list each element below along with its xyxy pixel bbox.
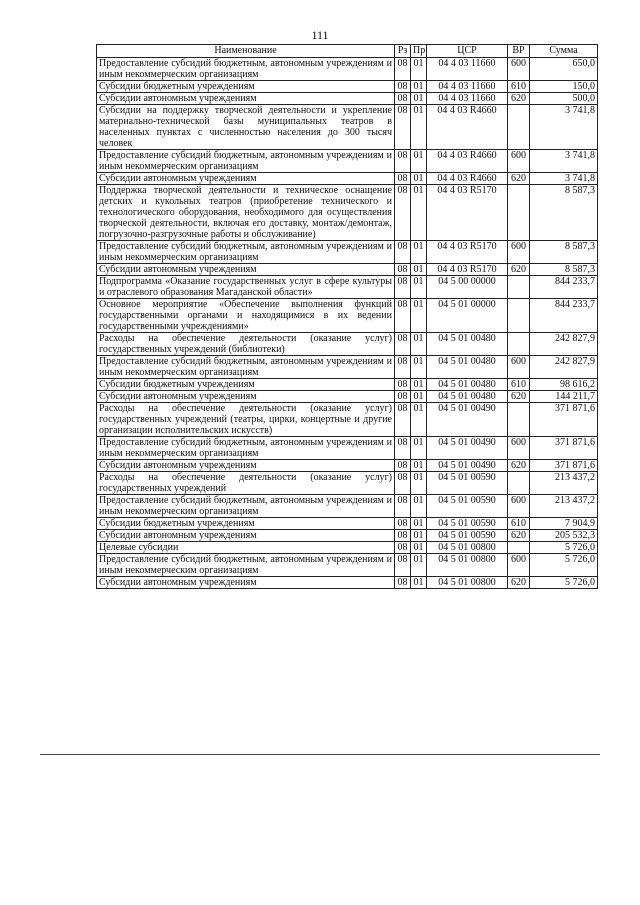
row-csr-cell: 04 5 01 00490 [427,437,508,460]
row-sum-cell: 242 827,9 [530,333,598,356]
column-header-vr: ВР [508,45,530,58]
row-name-cell: Субсидии автономным учреждениям [97,391,395,403]
row-pr-cell: 01 [411,460,427,472]
table-row [97,356,598,379]
row-pr-cell: 01 [411,379,427,391]
row-name-cell: Предоставление субсидий бюджетным, автономным учреждениям и иным некоммерческим организациям [97,150,395,173]
row-rz-cell: 08 [395,105,411,150]
row-pr-cell: 01 [411,472,427,495]
row-sum-cell: 844 233,7 [530,276,598,299]
table-row [97,530,598,542]
row-pr-cell: 01 [411,518,427,530]
row-sum-cell: 98 616,2 [530,379,598,391]
row-sum-cell: 3 741,8 [530,150,598,173]
row-pr-cell: 01 [411,554,427,577]
row-name-cell: Расходы на обеспечение деятельности (оказание услуг) государственных учреждений (театры, цирки, концертные и другие организации исполнительских искусств) [97,403,395,437]
row-sum-cell: 5 726,0 [530,554,598,577]
row-csr-cell: 04 5 01 00800 [427,577,508,589]
row-sum-cell: 8 587,3 [530,264,598,276]
row-name-cell: Субсидии автономным учреждениям [97,173,395,185]
row-name-cell: Субсидии автономным учреждениям [97,460,395,472]
row-name-cell: Целевые субсидии [97,542,395,554]
row-rz-cell: 08 [395,518,411,530]
column-header-name: Наименование [97,45,395,58]
row-pr-cell: 01 [411,150,427,173]
row-pr-cell: 01 [411,333,427,356]
row-pr-cell: 01 [411,58,427,81]
row-name-cell: Субсидии автономным учреждениям [97,577,395,589]
row-pr-cell: 01 [411,105,427,150]
row-rz-cell: 08 [395,460,411,472]
table-row [97,403,598,437]
row-pr-cell: 01 [411,93,427,105]
row-vr-cell: 610 [508,518,530,530]
row-rz-cell: 08 [395,299,411,333]
row-name-cell: Субсидии автономным учреждениям [97,530,395,542]
row-pr-cell: 01 [411,577,427,589]
row-name-cell: Подпрограмма «Оказание государственных услуг в сфере культуры и отраслевого образования Магаданской области» [97,276,395,299]
row-name-cell: Предоставление субсидий бюджетным, автономным учреждениям и иным некоммерческим организациям [97,495,395,518]
table-row [97,150,598,173]
row-csr-cell: 04 5 01 00590 [427,472,508,495]
table-row [97,495,598,518]
row-name-cell: Субсидии автономным учреждениям [97,93,395,105]
row-csr-cell: 04 4 03 R4660 [427,173,508,185]
row-sum-cell: 844 233,7 [530,299,598,333]
column-header-rz: Рз [395,45,411,58]
table-row [97,437,598,460]
row-name-cell: Расходы на обеспечение деятельности (оказание услуг) государственных учреждений (библиотеки) [97,333,395,356]
row-rz-cell: 08 [395,150,411,173]
column-header-sum: Сумма [530,45,598,58]
row-vr-cell: 620 [508,577,530,589]
row-rz-cell: 08 [395,81,411,93]
row-vr-cell: 620 [508,264,530,276]
row-rz-cell: 08 [395,333,411,356]
table-row [97,379,598,391]
row-name-cell: Расходы на обеспечение деятельности (оказание услуг) государственных учреждений [97,472,395,495]
row-pr-cell: 01 [411,391,427,403]
row-csr-cell: 04 4 03 11660 [427,81,508,93]
table-row [97,93,598,105]
row-csr-cell: 04 4 03 R4660 [427,150,508,173]
row-vr-cell [508,403,530,437]
row-vr-cell: 610 [508,81,530,93]
row-rz-cell: 08 [395,403,411,437]
row-rz-cell: 08 [395,472,411,495]
row-sum-cell: 650,0 [530,58,598,81]
row-rz-cell: 08 [395,391,411,403]
table-row [97,81,598,93]
row-rz-cell: 08 [395,356,411,379]
row-pr-cell: 01 [411,81,427,93]
column-header-csr: ЦСР [427,45,508,58]
row-csr-cell: 04 4 03 R5170 [427,185,508,241]
row-rz-cell: 08 [395,554,411,577]
table-row [97,276,598,299]
row-sum-cell: 3 741,8 [530,173,598,185]
row-name-cell: Основное мероприятие «Обеспечение выполнения функций государственными органами и находящимися в их ведении государственными учреждениями» [97,299,395,333]
row-csr-cell: 04 5 01 00800 [427,542,508,554]
row-rz-cell: 08 [395,379,411,391]
table-row [97,264,598,276]
row-vr-cell: 610 [508,379,530,391]
table-row [97,58,598,81]
row-rz-cell: 08 [395,185,411,241]
row-rz-cell: 08 [395,276,411,299]
table-row [97,518,598,530]
row-rz-cell: 08 [395,530,411,542]
row-csr-cell: 04 5 01 00800 [427,554,508,577]
row-csr-cell: 04 5 01 00480 [427,391,508,403]
page-number: 111 [311,28,329,42]
row-name-cell: Субсидии бюджетным учреждениям [97,518,395,530]
row-rz-cell: 08 [395,93,411,105]
row-vr-cell [508,299,530,333]
row-vr-cell: 620 [508,460,530,472]
row-vr-cell [508,333,530,356]
row-sum-cell: 7 904,9 [530,518,598,530]
row-csr-cell: 04 5 01 00480 [427,379,508,391]
row-vr-cell [508,185,530,241]
row-csr-cell: 04 5 00 00000 [427,276,508,299]
table-row [97,542,598,554]
row-csr-cell: 04 5 01 00480 [427,333,508,356]
row-sum-cell: 144 211,7 [530,391,598,403]
row-rz-cell: 08 [395,264,411,276]
row-csr-cell: 04 4 03 11660 [427,93,508,105]
row-pr-cell: 01 [411,264,427,276]
row-pr-cell: 01 [411,356,427,379]
table-row [97,472,598,495]
table-row [97,241,598,264]
row-name-cell: Субсидии бюджетным учреждениям [97,81,395,93]
table-row [97,299,598,333]
table-row [97,185,598,241]
row-rz-cell: 08 [395,495,411,518]
row-pr-cell: 01 [411,495,427,518]
row-sum-cell: 213 437,2 [530,472,598,495]
row-sum-cell: 371 871,6 [530,437,598,460]
row-sum-cell: 205 532,3 [530,530,598,542]
row-sum-cell: 150,0 [530,81,598,93]
row-vr-cell [508,105,530,150]
row-pr-cell: 01 [411,185,427,241]
row-vr-cell: 600 [508,356,530,379]
row-csr-cell: 04 5 01 00490 [427,460,508,472]
row-name-cell: Субсидии на поддержку творческой деятельности и укрепление материально-технической базы муниципальных театров в населенных пунктах с численностью населения до 300 тысяч человек [97,105,395,150]
row-csr-cell: 04 5 01 00490 [427,403,508,437]
row-pr-cell: 01 [411,403,427,437]
row-csr-cell: 04 5 01 00590 [427,518,508,530]
row-name-cell: Предоставление субсидий бюджетным, автономным учреждениям и иным некоммерческим организациям [97,437,395,460]
table-row [97,333,598,356]
row-sum-cell: 5 726,0 [530,577,598,589]
row-rz-cell: 08 [395,542,411,554]
row-sum-cell: 3 741,8 [530,105,598,150]
column-header-pr: Пр [411,45,427,58]
row-vr-cell [508,276,530,299]
row-vr-cell: 600 [508,241,530,264]
row-csr-cell: 04 5 01 00480 [427,356,508,379]
row-vr-cell [508,472,530,495]
row-csr-cell: 04 4 03 R5170 [427,264,508,276]
table-row [97,105,598,150]
row-pr-cell: 01 [411,437,427,460]
row-name-cell: Субсидии автономным учреждениям [97,264,395,276]
footer-divider [40,754,600,755]
row-name-cell: Предоставление субсидий бюджетным, автономным учреждениям и иным некоммерческим организациям [97,58,395,81]
budget-table [96,44,598,589]
row-csr-cell: 04 4 03 11660 [427,58,508,81]
row-sum-cell: 371 871,6 [530,460,598,472]
row-name-cell: Предоставление субсидий бюджетным, автономным учреждениям и иным некоммерческим организациям [97,554,395,577]
row-sum-cell: 371 871,6 [530,403,598,437]
row-csr-cell: 04 4 03 R4660 [427,105,508,150]
row-vr-cell: 620 [508,391,530,403]
row-vr-cell: 600 [508,150,530,173]
row-vr-cell: 600 [508,58,530,81]
row-sum-cell: 500,0 [530,93,598,105]
row-csr-cell: 04 4 03 R5170 [427,241,508,264]
row-sum-cell: 8 587,3 [530,185,598,241]
row-vr-cell: 600 [508,437,530,460]
row-sum-cell: 8 587,3 [530,241,598,264]
table-header-row [97,45,598,58]
row-vr-cell: 620 [508,530,530,542]
row-csr-cell: 04 5 01 00000 [427,299,508,333]
row-csr-cell: 04 5 01 00590 [427,530,508,542]
row-pr-cell: 01 [411,542,427,554]
row-name-cell: Предоставление субсидий бюджетным, автономным учреждениям и иным некоммерческим организациям [97,356,395,379]
table-body [97,58,598,589]
row-sum-cell: 242 827,9 [530,356,598,379]
row-sum-cell: 213 437,2 [530,495,598,518]
row-name-cell: Предоставление субсидий бюджетным, автономным учреждениям и иным некоммерческим организациям [97,241,395,264]
table-row [97,391,598,403]
row-pr-cell: 01 [411,173,427,185]
row-pr-cell: 01 [411,276,427,299]
row-pr-cell: 01 [411,299,427,333]
row-vr-cell: 600 [508,554,530,577]
table-row [97,460,598,472]
row-sum-cell: 5 726,0 [530,542,598,554]
row-rz-cell: 08 [395,58,411,81]
row-rz-cell: 08 [395,173,411,185]
row-pr-cell: 01 [411,241,427,264]
row-vr-cell [508,542,530,554]
table-row [97,554,598,577]
table-row [97,577,598,589]
row-rz-cell: 08 [395,577,411,589]
row-vr-cell: 620 [508,173,530,185]
row-vr-cell: 620 [508,93,530,105]
row-pr-cell: 01 [411,530,427,542]
row-name-cell: Поддержка творческой деятельности и техническое оснащение детских и кукольных театров (приобретение технического и технологического оборудования, необходимого для осуществления творческой деятельности, включая его доставку, монтаж/демонтаж, погрузочно-разгрузочные работы и обслуживание) [97,185,395,241]
row-rz-cell: 08 [395,241,411,264]
row-vr-cell: 600 [508,495,530,518]
row-csr-cell: 04 5 01 00590 [427,495,508,518]
table-row [97,173,598,185]
row-name-cell: Субсидии бюджетным учреждениям [97,379,395,391]
row-rz-cell: 08 [395,437,411,460]
